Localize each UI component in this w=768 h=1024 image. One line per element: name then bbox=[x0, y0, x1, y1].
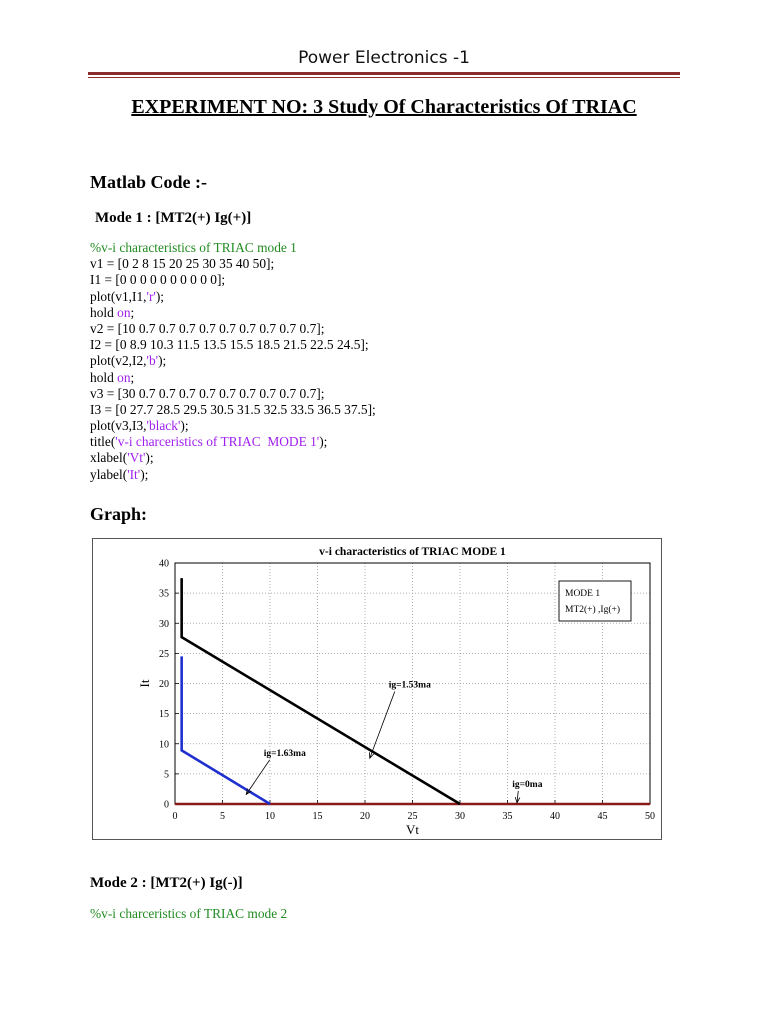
y-tick-label: 10 bbox=[159, 739, 169, 751]
code-token: ; bbox=[130, 304, 135, 320]
matlab-code-block bbox=[90, 240, 376, 483]
x-tick-label: 10 bbox=[265, 811, 275, 822]
code-line bbox=[90, 240, 376, 256]
y-tick-label: 30 bbox=[159, 618, 169, 630]
code-token: I2 = [0 8.9 10.3 11.5 13.5 15.5 18.5 21.5 22.5 24.5]; bbox=[90, 337, 369, 353]
legend-box bbox=[559, 581, 631, 621]
code-token: on bbox=[117, 304, 131, 320]
chart-title: v-i characteristics of TRIAC MODE 1 bbox=[319, 546, 506, 558]
x-tick-label: 20 bbox=[360, 811, 370, 822]
code-token: %v-i characteristics of TRIAC mode 1 bbox=[90, 240, 297, 255]
annotation-label: ig=1.63ma bbox=[263, 748, 306, 759]
mode2-heading: Mode 2 : [MT2(+) Ig(-)] bbox=[90, 875, 243, 891]
code-line bbox=[90, 450, 376, 466]
y-tick-label: 5 bbox=[164, 769, 169, 781]
code-line bbox=[90, 467, 376, 483]
code-token: 'black' bbox=[146, 418, 181, 434]
code-token: plot(v1,I1, bbox=[90, 288, 147, 304]
code-line bbox=[90, 418, 376, 434]
code-token: v2 = [10 0.7 0.7 0.7 0.7 0.7 0.7 0.7 0.7 0.7]; bbox=[90, 320, 325, 336]
code-token: 'v-i charceristics of TRIAC MODE 1' bbox=[115, 434, 320, 450]
annotation-label: ig=0ma bbox=[512, 779, 543, 790]
annotation-label: ig=1.53ma bbox=[388, 680, 431, 691]
code-token: v1 = [0 2 8 15 20 25 30 35 40 50]; bbox=[90, 256, 275, 272]
y-tick-label: 25 bbox=[159, 648, 169, 660]
code-token: ); bbox=[145, 450, 154, 466]
x-tick-label: 50 bbox=[645, 811, 655, 822]
legend-text: MODE 1 bbox=[565, 589, 601, 599]
series-line bbox=[182, 656, 270, 804]
code-line bbox=[90, 272, 376, 288]
y-tick-label: 20 bbox=[159, 679, 169, 690]
code-token: ); bbox=[180, 418, 189, 434]
code-token: 'r' bbox=[146, 288, 156, 304]
code-token: ylabel( bbox=[90, 466, 128, 482]
code-line bbox=[90, 256, 376, 272]
code-token: 'It' bbox=[127, 466, 141, 482]
y-tick-label: 40 bbox=[159, 558, 169, 570]
page-header-title: Power Electronics -1 bbox=[298, 48, 470, 68]
x-tick-label: 25 bbox=[407, 811, 418, 822]
code-line bbox=[90, 337, 376, 353]
legend-text: MT2(+) ,Ig(+) bbox=[565, 605, 621, 615]
code-token: plot(v2,I2, bbox=[90, 353, 147, 369]
code-line bbox=[90, 321, 376, 337]
code-token: 'Vt' bbox=[127, 450, 146, 466]
x-tick-label: 45 bbox=[597, 811, 608, 822]
y-tick-label: 0 bbox=[164, 799, 169, 811]
code-token: ); bbox=[319, 434, 328, 450]
code-token: I1 = [0 0 0 0 0 0 0 0 0 0]; bbox=[90, 272, 226, 288]
y-tick-label: 15 bbox=[159, 709, 169, 721]
series-line bbox=[182, 578, 460, 804]
x-tick-label: 0 bbox=[172, 811, 178, 822]
header-rule bbox=[88, 72, 680, 75]
code-token: on bbox=[117, 369, 131, 385]
code-token: hold bbox=[90, 369, 118, 385]
experiment-title: EXPERIMENT NO: 3 Study Of Characteristics Of TRIAC bbox=[131, 96, 637, 118]
code-line bbox=[90, 370, 376, 386]
code-token: plot(v3,I3, bbox=[90, 418, 147, 434]
code-line bbox=[90, 305, 376, 321]
matlab-code-heading: Matlab Code :- bbox=[90, 172, 207, 192]
code-token: ); bbox=[140, 466, 149, 482]
x-tick-label: 40 bbox=[550, 811, 560, 822]
code-token: I3 = [0 27.7 28.5 29.5 30.5 31.5 32.5 33.5 36.5 37.5]; bbox=[90, 401, 376, 417]
x-tick-label: 15 bbox=[312, 811, 323, 822]
mode2-code-comment: %v-i charceristics of TRIAC mode 2 bbox=[90, 906, 288, 921]
code-line bbox=[90, 289, 376, 305]
code-line bbox=[90, 353, 376, 369]
mode1-heading: Mode 1 : [MT2(+) Ig(+)] bbox=[95, 210, 252, 226]
x-axis-label: Vt bbox=[406, 822, 419, 837]
x-tick-label: 35 bbox=[502, 811, 513, 822]
code-line bbox=[90, 434, 376, 450]
code-token: hold bbox=[90, 304, 118, 320]
code-line bbox=[90, 402, 376, 418]
graph-figure bbox=[92, 538, 662, 840]
graph-heading: Graph: bbox=[90, 504, 148, 524]
annotation-arrow bbox=[246, 760, 270, 795]
code-token: title( bbox=[90, 434, 116, 450]
code-token: ); bbox=[158, 353, 167, 369]
annotation-arrow bbox=[370, 692, 395, 759]
x-tick-label: 30 bbox=[455, 811, 465, 822]
code-token: v3 = [30 0.7 0.7 0.7 0.7 0.7 0.7 0.7 0.7 0.7]; bbox=[90, 385, 325, 401]
x-tick-label: 5 bbox=[220, 811, 225, 822]
y-axis-label: It bbox=[137, 679, 152, 688]
code-token: ); bbox=[155, 288, 165, 304]
vi-characteristics-chart bbox=[93, 539, 661, 839]
header-rule-thin bbox=[88, 77, 680, 78]
code-token: xlabel( bbox=[90, 450, 128, 466]
code-token: ; bbox=[130, 369, 135, 385]
code-token: 'b' bbox=[146, 353, 159, 369]
code-line bbox=[90, 386, 376, 402]
y-tick-label: 35 bbox=[159, 588, 169, 600]
